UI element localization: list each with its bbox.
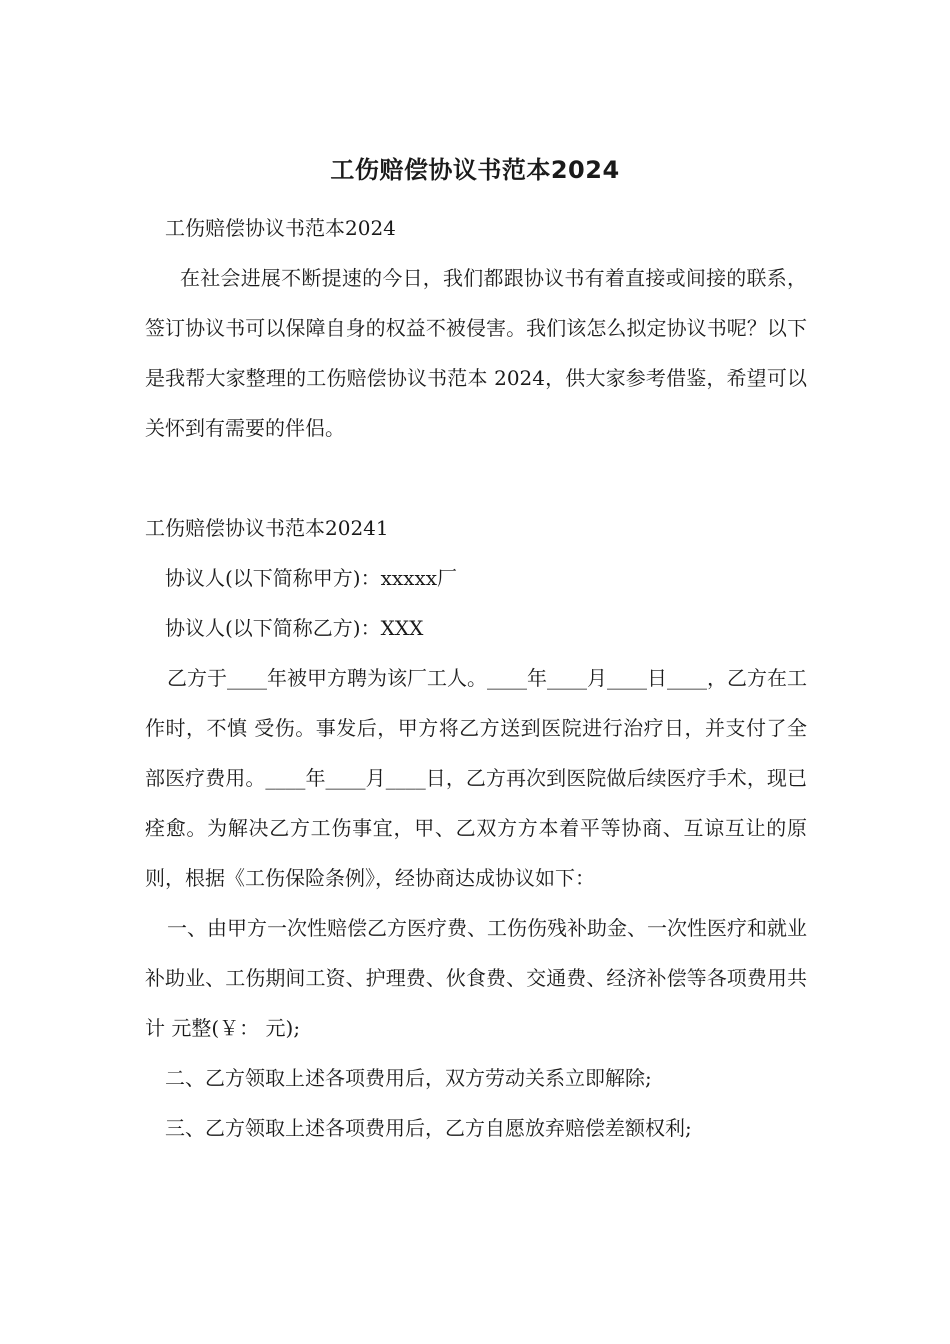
intro-paragraph: 在社会进展不断提速的今日，我们都跟协议书有着直接或间接的联系，签订协议书可以保障自身的权益不被侵害。我们该怎么拟定协议书呢？以下是我帮大家整理的工伤赔偿协议书范本 2024，供大家参考借鉴，希望可以关怀到有需要的伴侣。 [145,266,807,440]
party-b-line: 协议人(以下简称乙方)：XXX [165,616,424,640]
facts-paragraph: 乙方于____年被甲方聘为该厂工人。____年____月____日____，乙方在工作时，不慎 受伤。事发后，甲方将乙方送到医院进行治疗日，并支付了全部医疗费用。____年____月____日，乙方再次到医院做后续医疗手术，现已痊愈。为解决乙方工伤事宜，甲、乙双方方本着平等协商、互谅互让的原则，根据《工伤保险条例》，经协商达成协议如下： [145,666,807,890]
clause-1: 一、由甲方一次性赔偿乙方医疗费、工伤伤残补助金、一次性医疗和就业补助业、工伤期间工资、护理费、伙食费、交通费、经济补偿等各项费用共计 元整(￥： 元); [145,916,807,1040]
document-subtitle: 工伤赔偿协议书范本2024 [165,216,396,240]
clause-2: 二、乙方领取上述各项费用后，双方劳动关系立即解除; [165,1066,652,1090]
document-title: 工伤赔偿协议书范本2024 [330,156,620,184]
section-heading: 工伤赔偿协议书范本20241 [145,516,389,540]
party-a-line: 协议人(以下简称甲方)：xxxxx厂 [165,566,458,590]
document-body [145,203,807,1153]
clause-3: 三、乙方领取上述各项费用后，乙方自愿放弃赔偿差额权利; [165,1116,692,1140]
paragraph-gap [145,453,807,503]
